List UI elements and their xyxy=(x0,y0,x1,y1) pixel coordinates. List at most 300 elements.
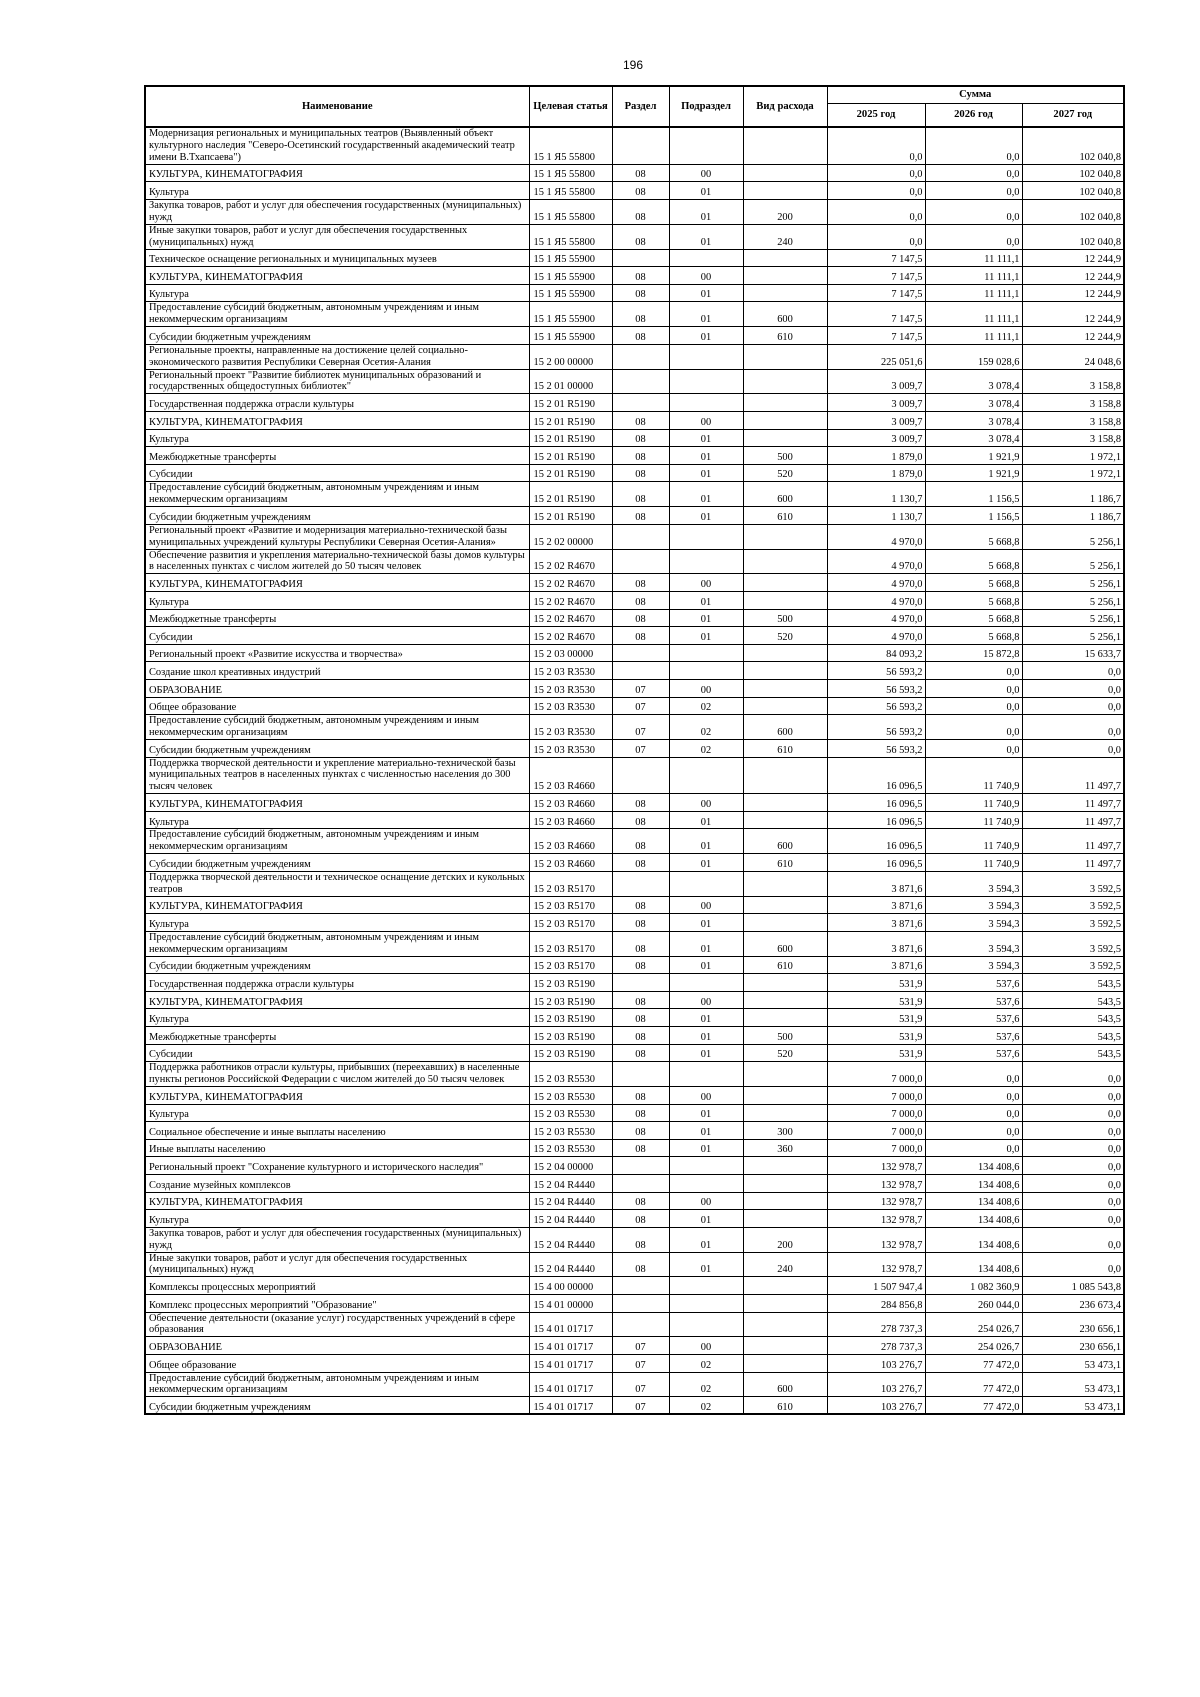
row-sum-2027: 5 256,1 xyxy=(1022,591,1124,609)
row-sum-2026: 0,0 xyxy=(925,1087,1022,1105)
row-sum-2025: 3 871,6 xyxy=(827,914,925,932)
row-expense-type: 200 xyxy=(743,1227,827,1252)
row-sum-2026: 134 408,6 xyxy=(925,1210,1022,1228)
row-target-code: 15 1 Я5 55900 xyxy=(529,284,612,302)
row-sum-2027: 0,0 xyxy=(1022,1174,1124,1192)
row-section: 08 xyxy=(612,267,669,285)
table-row xyxy=(145,394,1124,412)
row-subsection: 00 xyxy=(669,1087,743,1105)
row-sum-2027: 102 040,8 xyxy=(1022,182,1124,200)
row-subsection xyxy=(669,662,743,680)
row-section: 08 xyxy=(612,991,669,1009)
row-subsection: 00 xyxy=(669,1192,743,1210)
row-sum-2027: 11 497,7 xyxy=(1022,811,1124,829)
row-subsection xyxy=(669,974,743,992)
row-sum-2027: 11 497,7 xyxy=(1022,757,1124,794)
row-sum-2025: 103 276,7 xyxy=(827,1354,925,1372)
row-name: Поддержка работников отрасли культуры, прибывших (переехавших) в населенные пункты регионов Российской Федерации с числом жителей до 50 тысяч человек xyxy=(145,1062,529,1087)
table-row xyxy=(145,644,1124,662)
row-target-code: 15 2 03 R5530 xyxy=(529,1062,612,1087)
row-name: Общее образование xyxy=(145,1354,529,1372)
row-sum-2027: 12 244,9 xyxy=(1022,284,1124,302)
row-sum-2025: 132 978,7 xyxy=(827,1227,925,1252)
row-name: Техническое оснащение региональных и муниципальных музеев xyxy=(145,249,529,267)
page-number: 196 xyxy=(622,58,644,72)
row-sum-2025: 132 978,7 xyxy=(827,1174,925,1192)
table-row xyxy=(145,224,1124,249)
row-sum-2025: 531,9 xyxy=(827,1027,925,1045)
row-subsection: 01 xyxy=(669,199,743,224)
table-row xyxy=(145,1192,1124,1210)
row-sum-2025: 0,0 xyxy=(827,164,925,182)
row-sum-2026: 11 740,9 xyxy=(925,854,1022,872)
row-sum-2027: 543,5 xyxy=(1022,1044,1124,1062)
row-sum-2026: 0,0 xyxy=(925,739,1022,757)
row-section xyxy=(612,974,669,992)
row-subsection: 01 xyxy=(669,811,743,829)
row-target-code: 15 2 01 R5190 xyxy=(529,447,612,465)
row-expense-type xyxy=(743,1354,827,1372)
row-sum-2026: 0,0 xyxy=(925,1139,1022,1157)
table-row xyxy=(145,715,1124,740)
row-sum-2025: 0,0 xyxy=(827,182,925,200)
row-target-code: 15 2 03 R3530 xyxy=(529,662,612,680)
row-sum-2025: 16 096,5 xyxy=(827,757,925,794)
row-section xyxy=(612,1174,669,1192)
row-sum-2026: 0,0 xyxy=(925,224,1022,249)
row-name: Поддержка творческой деятельности и укрепление материально-технической базы муниципальных театров в населенных пунктах с численностью населения до 300 тысяч человек xyxy=(145,757,529,794)
row-name: Культура xyxy=(145,182,529,200)
row-subsection: 01 xyxy=(669,1210,743,1228)
row-sum-2027: 543,5 xyxy=(1022,974,1124,992)
row-section xyxy=(612,1312,669,1337)
row-section: 08 xyxy=(612,284,669,302)
row-expense-type xyxy=(743,1157,827,1175)
row-expense-type: 500 xyxy=(743,447,827,465)
row-subsection: 01 xyxy=(669,1027,743,1045)
row-expense-type: 600 xyxy=(743,931,827,956)
row-sum-2026: 134 408,6 xyxy=(925,1227,1022,1252)
row-target-code: 15 2 03 R5190 xyxy=(529,1044,612,1062)
row-sum-2026: 0,0 xyxy=(925,1122,1022,1140)
row-sum-2025: 7 000,0 xyxy=(827,1122,925,1140)
row-section: 08 xyxy=(612,1104,669,1122)
row-section: 08 xyxy=(612,1027,669,1045)
row-name: Комплекс процессных мероприятий "Образование" xyxy=(145,1294,529,1312)
row-sum-2026: 11 740,9 xyxy=(925,811,1022,829)
row-target-code: 15 4 00 00000 xyxy=(529,1277,612,1295)
row-section xyxy=(612,1277,669,1295)
row-subsection: 00 xyxy=(669,794,743,812)
row-section xyxy=(612,1294,669,1312)
row-section: 08 xyxy=(612,1252,669,1277)
table-row xyxy=(145,464,1124,482)
row-target-code: 15 2 03 R3530 xyxy=(529,739,612,757)
row-target-code: 15 2 03 R5170 xyxy=(529,871,612,896)
row-sum-2025: 531,9 xyxy=(827,1044,925,1062)
row-section: 08 xyxy=(612,854,669,872)
row-sum-2027: 1 972,1 xyxy=(1022,464,1124,482)
row-subsection: 01 xyxy=(669,956,743,974)
table-row xyxy=(145,267,1124,285)
row-expense-type: 610 xyxy=(743,739,827,757)
row-target-code: 15 2 02 R4670 xyxy=(529,591,612,609)
table-row xyxy=(145,1139,1124,1157)
row-sum-2026: 77 472,0 xyxy=(925,1372,1022,1397)
row-expense-type xyxy=(743,574,827,592)
table-row xyxy=(145,871,1124,896)
row-sum-2027: 543,5 xyxy=(1022,1027,1124,1045)
row-sum-2025: 3 009,7 xyxy=(827,411,925,429)
row-subsection: 01 xyxy=(669,854,743,872)
row-expense-type xyxy=(743,411,827,429)
row-sum-2027: 3 158,8 xyxy=(1022,369,1124,394)
row-name: Региональный проект "Развитие библиотек муниципальных образований и государственных общедоступных библиотек" xyxy=(145,369,529,394)
row-sum-2026: 77 472,0 xyxy=(925,1397,1022,1415)
row-sum-2027: 11 497,7 xyxy=(1022,829,1124,854)
row-sum-2027: 11 497,7 xyxy=(1022,794,1124,812)
table-row xyxy=(145,1354,1124,1372)
row-sum-2026: 77 472,0 xyxy=(925,1354,1022,1372)
row-sum-2025: 4 970,0 xyxy=(827,609,925,627)
row-sum-2026: 537,6 xyxy=(925,991,1022,1009)
row-section xyxy=(612,394,669,412)
row-sum-2025: 103 276,7 xyxy=(827,1372,925,1397)
row-subsection: 00 xyxy=(669,411,743,429)
row-sum-2025: 1 507 947,4 xyxy=(827,1277,925,1295)
row-expense-type xyxy=(743,1104,827,1122)
row-sum-2027: 102 040,8 xyxy=(1022,127,1124,164)
row-expense-type xyxy=(743,524,827,549)
row-sum-2025: 278 737,3 xyxy=(827,1337,925,1355)
row-section: 08 xyxy=(612,482,669,507)
row-expense-type xyxy=(743,1009,827,1027)
row-target-code: 15 2 02 00000 xyxy=(529,524,612,549)
row-sum-2027: 1 085 543,8 xyxy=(1022,1277,1124,1295)
row-sum-2026: 0,0 xyxy=(925,715,1022,740)
row-section: 08 xyxy=(612,164,669,182)
row-subsection: 01 xyxy=(669,914,743,932)
row-target-code: 15 2 03 R5170 xyxy=(529,914,612,932)
row-target-code: 15 2 03 R5530 xyxy=(529,1087,612,1105)
row-sum-2026: 0,0 xyxy=(925,679,1022,697)
row-name: КУЛЬТУРА, КИНЕМАТОГРАФИЯ xyxy=(145,991,529,1009)
row-target-code: 15 1 Я5 55800 xyxy=(529,164,612,182)
row-section: 08 xyxy=(612,1044,669,1062)
row-sum-2026: 5 668,8 xyxy=(925,609,1022,627)
row-target-code: 15 2 02 R4670 xyxy=(529,549,612,574)
row-sum-2027: 0,0 xyxy=(1022,1192,1124,1210)
row-expense-type xyxy=(743,896,827,914)
row-sum-2027: 53 473,1 xyxy=(1022,1354,1124,1372)
row-sum-2027: 12 244,9 xyxy=(1022,267,1124,285)
table-row xyxy=(145,429,1124,447)
row-name: КУЛЬТУРА, КИНЕМАТОГРАФИЯ xyxy=(145,1192,529,1210)
row-subsection: 01 xyxy=(669,591,743,609)
row-section: 08 xyxy=(612,896,669,914)
row-subsection: 01 xyxy=(669,507,743,525)
row-name: Создание школ креативных индустрий xyxy=(145,662,529,680)
row-expense-type xyxy=(743,429,827,447)
row-subsection: 01 xyxy=(669,1044,743,1062)
row-subsection: 01 xyxy=(669,182,743,200)
row-name: Обеспечение деятельности (оказание услуг) государственных учреждений в сфере образования xyxy=(145,1312,529,1337)
row-expense-type xyxy=(743,182,827,200)
table-row xyxy=(145,524,1124,549)
row-expense-type: 610 xyxy=(743,507,827,525)
row-target-code: 15 2 04 R4440 xyxy=(529,1174,612,1192)
row-expense-type xyxy=(743,794,827,812)
row-sum-2025: 4 970,0 xyxy=(827,627,925,645)
row-target-code: 15 2 01 R5190 xyxy=(529,507,612,525)
row-target-code: 15 2 04 R4440 xyxy=(529,1192,612,1210)
row-target-code: 15 2 04 R4440 xyxy=(529,1227,612,1252)
row-expense-type xyxy=(743,697,827,715)
table-row xyxy=(145,447,1124,465)
row-sum-2026: 5 668,8 xyxy=(925,627,1022,645)
row-sum-2025: 3 009,7 xyxy=(827,429,925,447)
row-name: Субсидии бюджетным учреждениям xyxy=(145,854,529,872)
row-expense-type: 600 xyxy=(743,302,827,327)
row-sum-2025: 3 871,6 xyxy=(827,931,925,956)
row-target-code: 15 2 03 R5170 xyxy=(529,956,612,974)
row-sum-2026: 11 111,1 xyxy=(925,327,1022,345)
row-target-code: 15 2 01 R5190 xyxy=(529,394,612,412)
table-row xyxy=(145,284,1124,302)
row-sum-2026: 15 872,8 xyxy=(925,644,1022,662)
row-name: Культура xyxy=(145,429,529,447)
row-expense-type: 360 xyxy=(743,1139,827,1157)
row-subsection: 01 xyxy=(669,447,743,465)
row-sum-2026: 11 740,9 xyxy=(925,794,1022,812)
table-row xyxy=(145,627,1124,645)
row-target-code: 15 2 02 R4670 xyxy=(529,627,612,645)
row-expense-type xyxy=(743,1312,827,1337)
row-sum-2025: 0,0 xyxy=(827,199,925,224)
row-name: Межбюджетные трансферты xyxy=(145,1027,529,1045)
row-sum-2027: 0,0 xyxy=(1022,662,1124,680)
row-subsection xyxy=(669,524,743,549)
row-subsection: 00 xyxy=(669,991,743,1009)
row-sum-2026: 11 111,1 xyxy=(925,302,1022,327)
row-sum-2027: 543,5 xyxy=(1022,1009,1124,1027)
row-name: Закупка товаров, работ и услуг для обеспечения государственных (муниципальных) нужд xyxy=(145,1227,529,1252)
row-sum-2026: 134 408,6 xyxy=(925,1252,1022,1277)
row-sum-2026: 3 078,4 xyxy=(925,369,1022,394)
row-sum-2026: 1 082 360,9 xyxy=(925,1277,1022,1295)
row-subsection xyxy=(669,127,743,164)
table-header xyxy=(145,86,1124,127)
header-year-2027: 2027 год xyxy=(1022,103,1124,127)
row-subsection: 01 xyxy=(669,1009,743,1027)
row-expense-type xyxy=(743,1174,827,1192)
row-section: 08 xyxy=(612,429,669,447)
row-sum-2025: 3 871,6 xyxy=(827,956,925,974)
row-section xyxy=(612,127,669,164)
row-sum-2027: 24 048,6 xyxy=(1022,344,1124,369)
table-row xyxy=(145,956,1124,974)
table-row xyxy=(145,679,1124,697)
row-expense-type: 610 xyxy=(743,327,827,345)
table-row xyxy=(145,1044,1124,1062)
row-subsection: 00 xyxy=(669,896,743,914)
header-name: Наименование xyxy=(145,86,529,127)
row-expense-type xyxy=(743,344,827,369)
row-sum-2027: 0,0 xyxy=(1022,679,1124,697)
row-sum-2027: 11 497,7 xyxy=(1022,854,1124,872)
table-row xyxy=(145,182,1124,200)
row-sum-2027: 230 656,1 xyxy=(1022,1337,1124,1355)
budget-table xyxy=(144,85,1125,1415)
row-expense-type xyxy=(743,1277,827,1295)
row-sum-2027: 12 244,9 xyxy=(1022,327,1124,345)
row-section: 08 xyxy=(612,1192,669,1210)
row-sum-2026: 11 111,1 xyxy=(925,249,1022,267)
row-sum-2027: 12 244,9 xyxy=(1022,249,1124,267)
row-sum-2027: 543,5 xyxy=(1022,991,1124,1009)
row-name: КУЛЬТУРА, КИНЕМАТОГРАФИЯ xyxy=(145,267,529,285)
row-section: 07 xyxy=(612,1337,669,1355)
row-sum-2026: 3 594,3 xyxy=(925,931,1022,956)
table-row xyxy=(145,1174,1124,1192)
table-row xyxy=(145,1372,1124,1397)
row-subsection: 01 xyxy=(669,609,743,627)
row-sum-2026: 11 111,1 xyxy=(925,267,1022,285)
row-name: Иные закупки товаров, работ и услуг для обеспечения государственных (муниципальных) нужд xyxy=(145,224,529,249)
row-target-code: 15 2 00 00000 xyxy=(529,344,612,369)
table-row xyxy=(145,991,1124,1009)
row-target-code: 15 1 Я5 55900 xyxy=(529,249,612,267)
row-expense-type: 240 xyxy=(743,224,827,249)
row-expense-type xyxy=(743,127,827,164)
row-expense-type xyxy=(743,757,827,794)
row-sum-2027: 0,0 xyxy=(1022,1252,1124,1277)
row-sum-2025: 0,0 xyxy=(827,224,925,249)
row-expense-type xyxy=(743,914,827,932)
row-section: 08 xyxy=(612,1227,669,1252)
row-section xyxy=(612,1062,669,1087)
row-sum-2027: 236 673,4 xyxy=(1022,1294,1124,1312)
row-sum-2025: 103 276,7 xyxy=(827,1397,925,1415)
row-sum-2026: 1 921,9 xyxy=(925,447,1022,465)
row-section: 08 xyxy=(612,464,669,482)
row-expense-type xyxy=(743,394,827,412)
table-row xyxy=(145,1227,1124,1252)
row-subsection xyxy=(669,1294,743,1312)
row-target-code: 15 2 04 00000 xyxy=(529,1157,612,1175)
row-sum-2027: 0,0 xyxy=(1022,1122,1124,1140)
row-sum-2027: 15 633,7 xyxy=(1022,644,1124,662)
row-target-code: 15 2 03 R5190 xyxy=(529,1027,612,1045)
table-row xyxy=(145,1062,1124,1087)
row-subsection: 01 xyxy=(669,224,743,249)
row-target-code: 15 1 Я5 55900 xyxy=(529,302,612,327)
row-sum-2027: 0,0 xyxy=(1022,739,1124,757)
row-expense-type xyxy=(743,249,827,267)
row-sum-2026: 5 668,8 xyxy=(925,591,1022,609)
row-sum-2025: 84 093,2 xyxy=(827,644,925,662)
row-sum-2025: 4 970,0 xyxy=(827,591,925,609)
row-sum-2025: 7 000,0 xyxy=(827,1139,925,1157)
row-name: КУЛЬТУРА, КИНЕМАТОГРАФИЯ xyxy=(145,794,529,812)
row-sum-2026: 260 044,0 xyxy=(925,1294,1022,1312)
row-sum-2025: 0,0 xyxy=(827,127,925,164)
row-sum-2025: 7 000,0 xyxy=(827,1062,925,1087)
row-target-code: 15 4 01 01717 xyxy=(529,1372,612,1397)
row-subsection: 01 xyxy=(669,284,743,302)
table-row xyxy=(145,811,1124,829)
row-sum-2026: 134 408,6 xyxy=(925,1192,1022,1210)
row-sum-2027: 5 256,1 xyxy=(1022,549,1124,574)
row-sum-2026: 0,0 xyxy=(925,1062,1022,1087)
row-section: 08 xyxy=(612,1122,669,1140)
row-subsection: 01 xyxy=(669,302,743,327)
row-subsection: 02 xyxy=(669,1397,743,1415)
table-row xyxy=(145,974,1124,992)
row-sum-2026: 11 740,9 xyxy=(925,757,1022,794)
table-row xyxy=(145,1312,1124,1337)
row-subsection: 01 xyxy=(669,482,743,507)
row-sum-2027: 0,0 xyxy=(1022,1227,1124,1252)
row-target-code: 15 4 01 00000 xyxy=(529,1294,612,1312)
row-section: 07 xyxy=(612,1372,669,1397)
row-target-code: 15 2 01 R5190 xyxy=(529,482,612,507)
header-year-2026: 2026 год xyxy=(925,103,1022,127)
row-name: Иные выплаты населению xyxy=(145,1139,529,1157)
row-section: 08 xyxy=(612,956,669,974)
row-section: 08 xyxy=(612,327,669,345)
row-sum-2026: 0,0 xyxy=(925,164,1022,182)
row-sum-2026: 0,0 xyxy=(925,127,1022,164)
row-name: Государственная поддержка отрасли культуры xyxy=(145,974,529,992)
row-sum-2025: 1 130,7 xyxy=(827,482,925,507)
row-expense-type xyxy=(743,644,827,662)
row-sum-2027: 3 592,5 xyxy=(1022,956,1124,974)
row-name: Субсидии бюджетным учреждениям xyxy=(145,507,529,525)
row-sum-2027: 3 592,5 xyxy=(1022,914,1124,932)
row-name: КУЛЬТУРА, КИНЕМАТОГРАФИЯ xyxy=(145,411,529,429)
table-row xyxy=(145,1157,1124,1175)
row-target-code: 15 2 03 R5530 xyxy=(529,1122,612,1140)
table-row xyxy=(145,829,1124,854)
row-name: Культура xyxy=(145,1210,529,1228)
row-sum-2025: 4 970,0 xyxy=(827,549,925,574)
row-name: Культура xyxy=(145,1009,529,1027)
row-subsection: 01 xyxy=(669,464,743,482)
row-section xyxy=(612,549,669,574)
row-section: 07 xyxy=(612,739,669,757)
row-sum-2026: 1 156,5 xyxy=(925,482,1022,507)
row-name: Закупка товаров, работ и услуг для обеспечения государственных (муниципальных) нужд xyxy=(145,199,529,224)
row-target-code: 15 2 02 R4670 xyxy=(529,574,612,592)
row-target-code: 15 2 03 R5170 xyxy=(529,896,612,914)
row-subsection: 01 xyxy=(669,1227,743,1252)
header-sum: Сумма xyxy=(827,86,1124,103)
row-sum-2025: 278 737,3 xyxy=(827,1312,925,1337)
row-target-code: 15 2 03 R3530 xyxy=(529,679,612,697)
row-expense-type xyxy=(743,1062,827,1087)
row-section: 08 xyxy=(612,591,669,609)
row-expense-type xyxy=(743,1337,827,1355)
row-subsection xyxy=(669,871,743,896)
row-subsection: 01 xyxy=(669,1252,743,1277)
row-sum-2025: 3 871,6 xyxy=(827,896,925,914)
row-sum-2025: 7 147,5 xyxy=(827,267,925,285)
row-name: Предоставление субсидий бюджетным, автономным учреждениям и иным некоммерческим организациям xyxy=(145,829,529,854)
row-section xyxy=(612,369,669,394)
row-sum-2025: 1 130,7 xyxy=(827,507,925,525)
row-sum-2026: 11 740,9 xyxy=(925,829,1022,854)
